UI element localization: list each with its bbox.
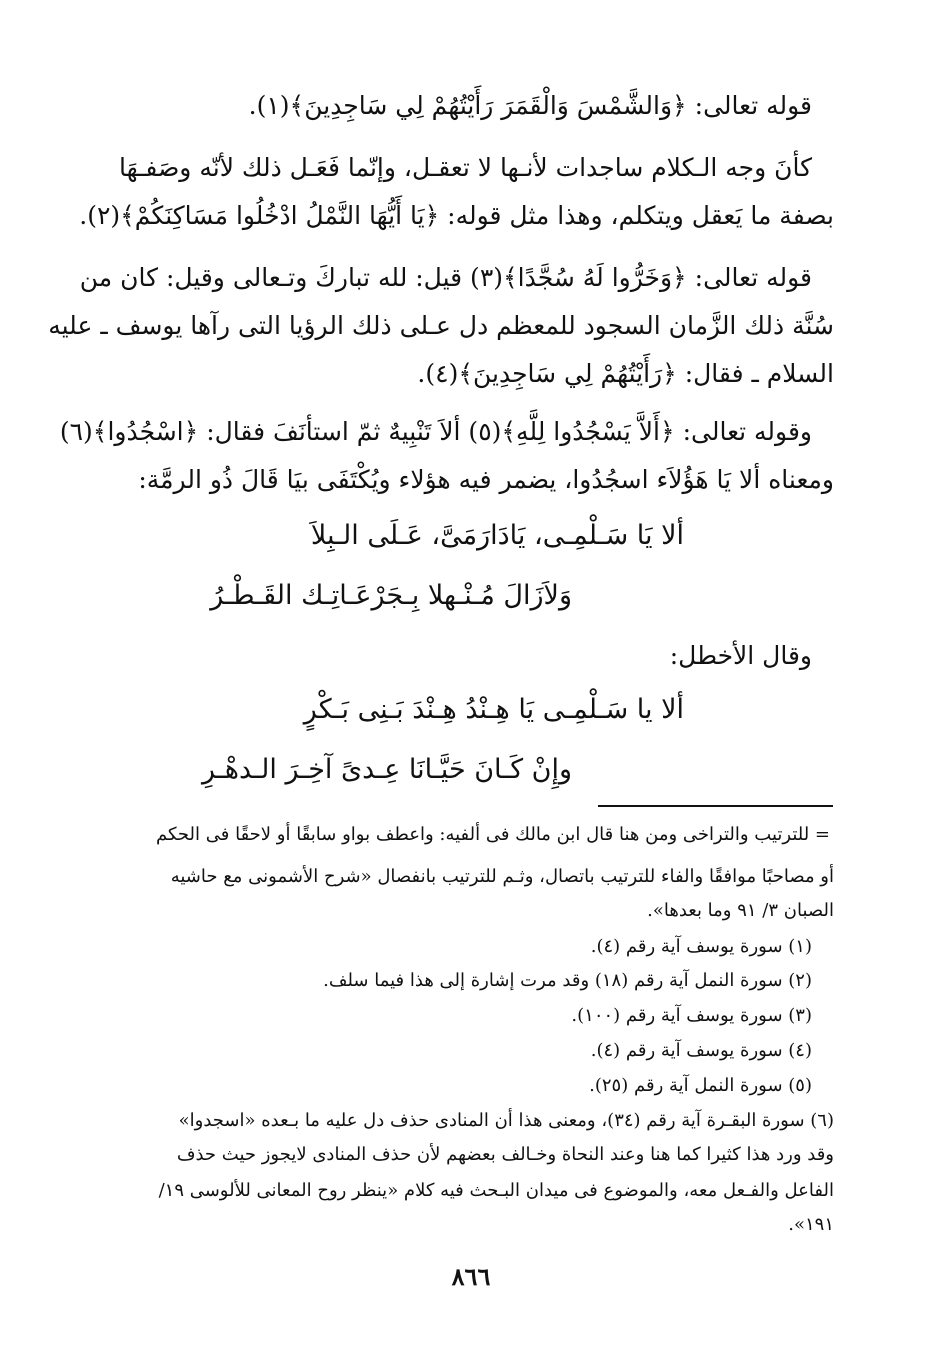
body-line-4: قوله تعالى: ﴿وَخَرُّوا لَهُ سُجَّدًا﴾(٣) قيل: لله تباركَ وتـعالى وقيل: كان من [79, 263, 812, 292]
footnote-line-3: الصبان ٣/ ٩١ وما بعدها». [647, 900, 834, 921]
footnote-4: (٤) سورة يوسف آية رقم (٤). [590, 1040, 812, 1061]
verse-1b: وَلاَزَالَ مُـنْـهلا بِـجَرْعَـاتِـك القَـطْـرُ [210, 580, 572, 611]
page-number: ٨٦٦ [451, 1262, 491, 1291]
footnote-6: (٦) سورة البقـرة آية رقم (٣٤)، ومعنى هذا أن المنادى حذف دل عليه ما بـعده «اسجدوا» [178, 1110, 834, 1131]
footnote-separator [598, 805, 833, 807]
footnote-3: (٣) سورة يوسف آية رقم (١٠٠). [571, 1005, 812, 1026]
body-line-6: السلام ـ فقال: ﴿رَأَيْتُهُمْ لِي سَاجِدِينَ﴾(٤). [417, 359, 834, 388]
body-line-1: قوله تعالى: ﴿وَالشَّمْسَ وَالْقَمَرَ رَأَيْتُهُمْ لِي سَاجِدِينَ﴾(١). [248, 91, 812, 120]
footnote-6-cont-1: وقد ورد هذا كثيرا كما هنا وعند النحاة وخـالف بعضهم لأن حذف المنادى لايجوز حيث حذف [176, 1144, 834, 1165]
footnote-6-cont-3: ١٩١». [788, 1214, 834, 1235]
verse-1a: ألا يَا سَـلْمِـى، يَادَارَمَىَّ، عَـلَى الـبِلاَ [310, 520, 684, 551]
poem-2-intro: وقال الأخطل: [669, 641, 812, 670]
body-line-7: وقوله تعالى: ﴿أَلاَّ يَسْجُدُوا لِلَّهِ﴾(٥) ألاَ تَنْبِيهٌ ثمّ استأنَفَ فقال: ﴿اسْجُدُوا﴾(٦) [59, 417, 812, 446]
verse-2a: ألا يا سَـلْمِـى يَا هِـنْدُ هِـنْدَ بَـنِى بَـكْرٍ [303, 694, 684, 725]
footnote-2: (٢) سورة النمل آية رقم (١٨) وقد مرت إشارة إلى هذا فيما سلف. [323, 970, 812, 991]
body-line-5: سُنَّة ذلك الزَّمان السجود للمعظم دل عـلى ذلك الرؤيا التى رآها يوسف ـ عليه [48, 311, 834, 340]
body-line-3: بصفة ما يَعقل ويتكلم، وهذا مثل قوله: ﴿يَا أَيُّهَا النَّمْلُ ادْخُلُوا مَسَاكِنَكُمْ﴾(٢). [79, 201, 834, 230]
footnote-line-2: أو مصاحبًا موافقًا والفاء للترتيب باتصال، وثـم للترتيب بانفصال «شرح الأشمونى مع حاشيه [170, 866, 834, 887]
footnote-6-cont-2: الفاعل والفـعل معه، والموضوع فى ميدان البـحث فيه كلام «ينظر روح المعانى للألوسى ١٩/ [158, 1180, 834, 1201]
verse-2b: وإِنْ كَـانَ حَيَّـانَا عِـدىً آخِـرَ الـدهْـرِ [202, 754, 572, 785]
body-line-8: ومعناه ألا يَا هَؤُلاَء اسجُدُوا، يضمر فيه هؤلاء ويُكْتَفَى بيَا قَالَ ذُو الرمَّة: [138, 465, 834, 494]
footnote-1: (١) سورة يوسف آية رقم (٤). [590, 936, 812, 957]
footnote-line-1: = للترتيب والتراخى ومن هنا قال ابن مالك فى ألفيه: واعطف بواو سابقًا أو لاحقًا فى الحكم [156, 824, 830, 845]
body-line-2: كأنَ وجه الـكلام ساجدات لأنـها لا تعقـل، وإنّما فَعَـل ذلك لأنّه وصَفـهَا [118, 153, 812, 182]
footnote-5: (٥) سورة النمل آية رقم (٢٥). [589, 1075, 812, 1096]
